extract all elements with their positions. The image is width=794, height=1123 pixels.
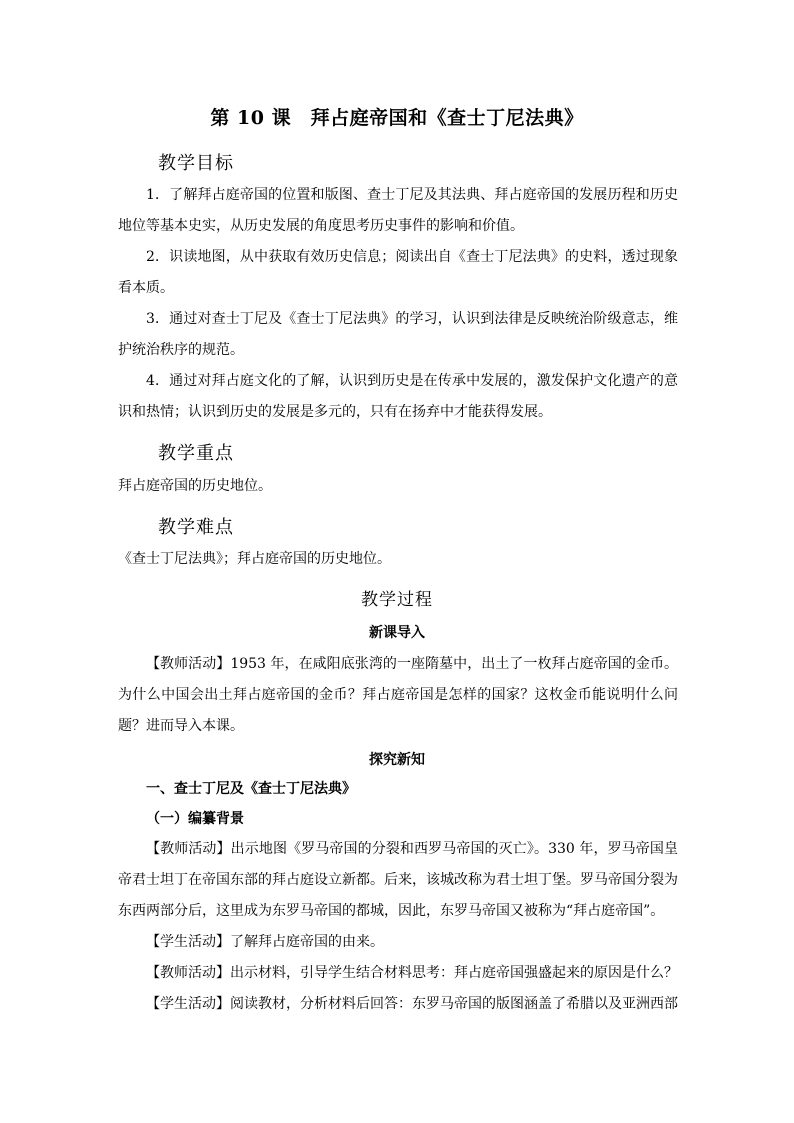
explore-paragraph-1: 【教师活动】出示地图《罗马帝国的分裂和西罗马帝国的灭亡》。330 年，罗马帝国皇帝君士坦丁在帝国东部的拜占庭设立新都。后来，该城改称为君士坦丁堡。罗马帝国分裂为东西两部分后，这里成为东罗马帝国的都城，因此，东罗马帝国又被称为“拜占庭帝国”。 [118,841,678,919]
section-1-heading: 一、查士丁尼及《查士丁尼法典》 [146,781,356,797]
intro-heading: 新课导入 [369,625,425,641]
explore-paragraph-3: 【教师活动】出示材料，引导学生结合材料思考：拜占庭帝国强盛起来的原因是什么？ [146,965,678,981]
subsection-1-heading: （一）编纂背景 [146,811,244,827]
objective-item-4: 4．通过对拜占庭文化的了解，认识到历史是在传承中发展的，激发保护文化遗产的意识和热情；认识到历史的发展是多元的，只有在扬弃中才能获得发展。 [118,373,678,420]
lesson-title: 第 10 课 拜占庭帝国和《查士丁尼法典》 [210,107,584,129]
objective-item-3: 3．通过对查士丁尼及《查士丁尼法典》的学习，认识到法律是反映统治阶级意志，维护统治秩序的规范。 [118,311,678,358]
difficulty-text: 《查士丁尼法典》；拜占庭帝国的历史地位。 [118,551,391,567]
key-point-heading: 教学重点 [158,443,234,464]
explore-paragraph-4: 【学生活动】阅读教材，分析材料后回答：东罗马帝国的版图涵盖了希腊以及亚洲西部 [146,996,678,1012]
process-heading: 教学过程 [361,590,433,610]
objective-item-1: 1．了解拜占庭帝国的位置和版图、查士丁尼及其法典、拜占庭帝国的发展历程和历史地位等基本史实，从历史发展的角度思考历史事件的影响和价值。 [118,187,678,234]
explore-paragraph-2: 【学生活动】了解拜占庭帝国的由来。 [146,934,384,950]
intro-text: 【教师活动】1953 年，在咸阳底张湾的一座隋墓中，出土了一枚拜占庭帝国的金币。为什么中国会出土拜占庭帝国的金币？拜占庭帝国是怎样的国家？这枚金币能说明什么问题？进而导入本课。 [118,656,678,734]
explore-heading: 探究新知 [369,752,425,768]
objectives-heading: 教学目标 [158,153,234,174]
difficulty-heading: 教学难点 [158,517,234,538]
key-point-text: 拜占庭帝国的历史地位。 [118,478,272,494]
objective-item-2: 2．识读地图，从中获取有效历史信息；阅读出自《查士丁尼法典》的史料，透过现象看本质。 [118,249,678,296]
